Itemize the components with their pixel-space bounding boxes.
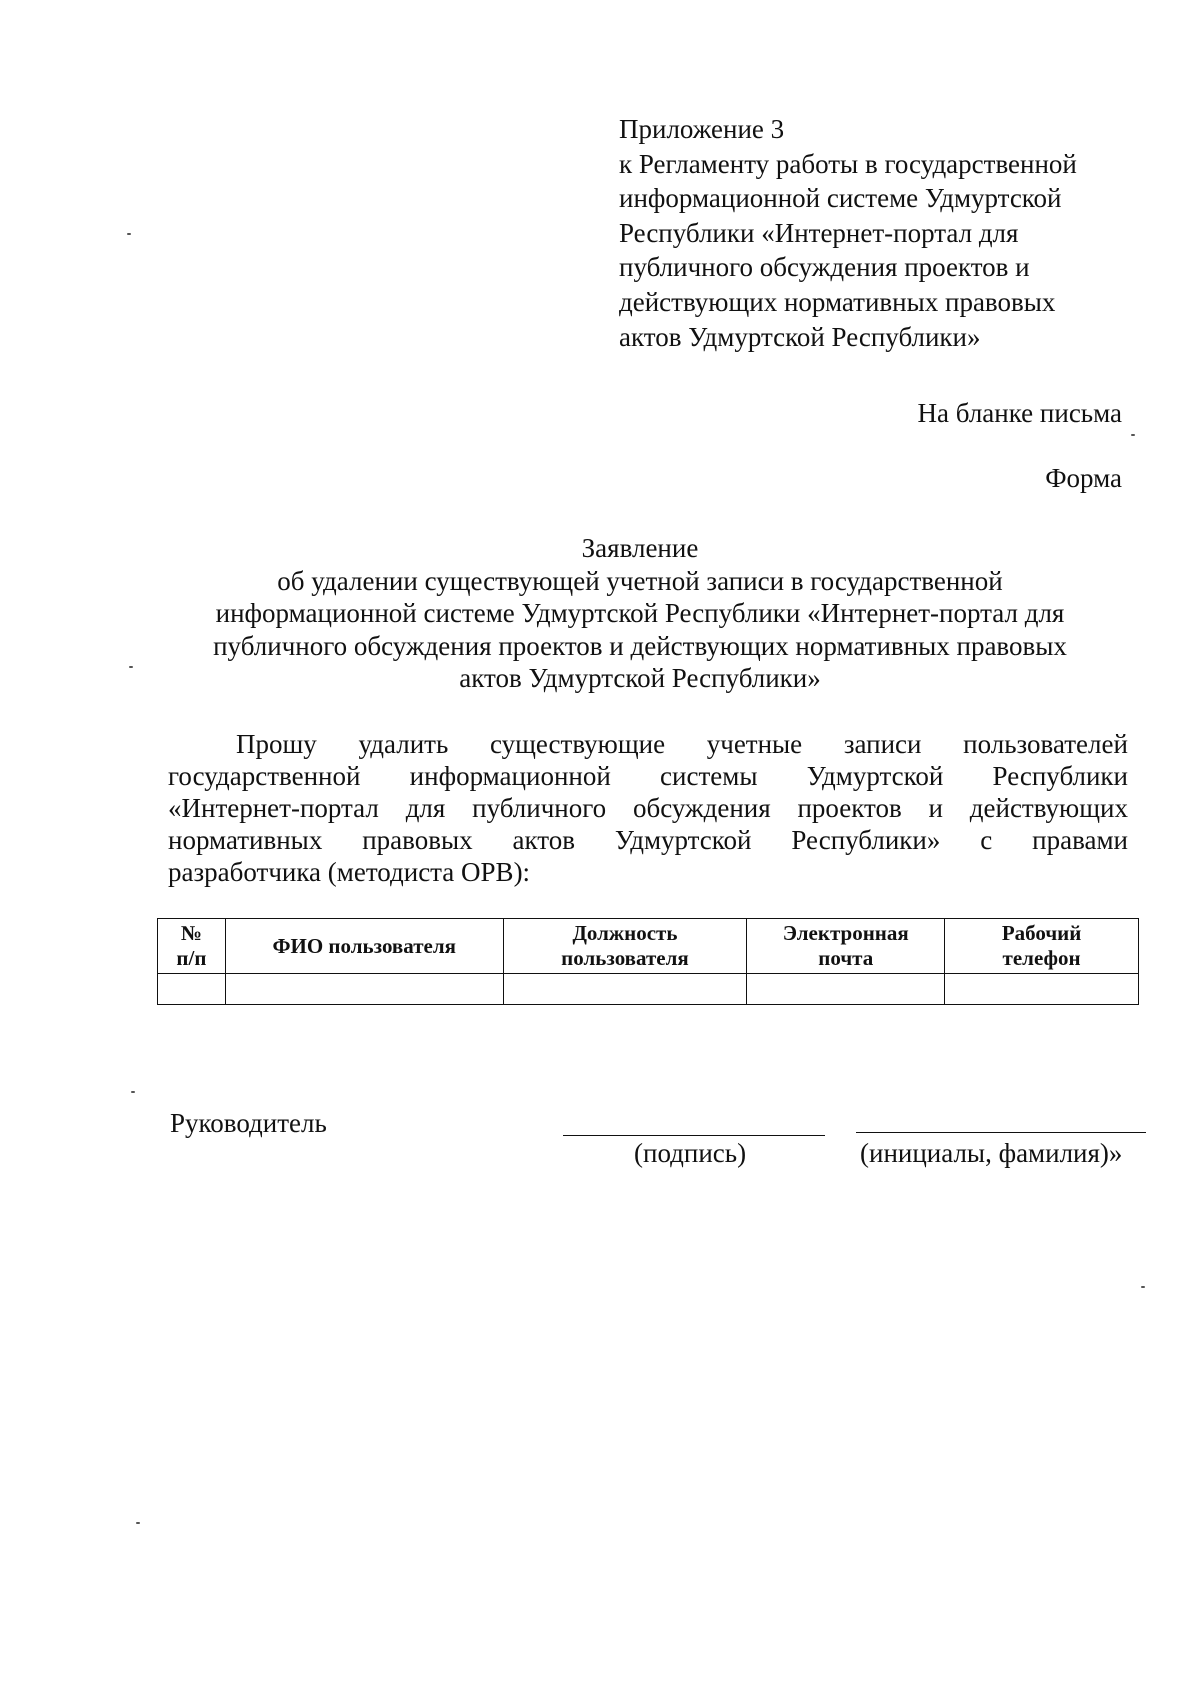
scan-speck [1141, 1286, 1145, 1288]
paragraph-word: для [405, 793, 446, 823]
appendix-line: публичного обсуждения проектов и [619, 252, 1030, 283]
appendix-line: Приложение 3 [619, 114, 785, 144]
paragraph-word: государственной [168, 761, 361, 791]
header-text: Должность пользователя [561, 921, 689, 970]
scan-speck [1131, 434, 1135, 436]
paragraph-word: разработчика (методиста ОРВ): [168, 857, 531, 887]
header-work-phone [945, 919, 1139, 974]
header-email [747, 919, 945, 974]
title-line: актов Удмуртской Республики» [459, 663, 821, 693]
title-line: информационной системе Удмуртской Республики «Интернет-портал для [215, 598, 1065, 628]
header-text: Рабочий телефон [1001, 921, 1082, 970]
request-paragraph [168, 728, 1128, 888]
paragraph-line [168, 792, 1128, 824]
scan-speck [129, 666, 133, 668]
paragraph-word: удалить [358, 729, 449, 759]
appendix-header [619, 112, 1139, 354]
header-number [158, 919, 226, 974]
paragraph-line [168, 824, 1128, 856]
appendix-line: информационной системе Удмуртской [619, 183, 1062, 214]
paragraph-word: действующих [969, 793, 1128, 823]
paragraph-word: нормативных [168, 825, 323, 855]
title-line: публичного обсуждения проектов и действующих нормативных правовых [213, 630, 1067, 661]
table-cell [158, 974, 226, 1005]
paragraph-word: публичного [472, 793, 607, 823]
head-label: Руководитель [170, 1108, 327, 1138]
paragraph-word: и [928, 793, 943, 823]
name-line [856, 1132, 1146, 1133]
paragraph-word: актов [512, 825, 575, 855]
paragraph-word: Удмуртской [806, 761, 944, 791]
header-text: Электронная почта [782, 921, 909, 970]
name-caption: (инициалы, фамилия)» [860, 1138, 1123, 1168]
table-cell [503, 974, 747, 1005]
appendix-line: действующих нормативных правовых [619, 286, 1056, 317]
appendix-line: к Регламенту работы в государственной [619, 148, 1077, 179]
paragraph-word: существующие [489, 729, 666, 759]
paragraph-line [168, 856, 1128, 888]
paragraph-word: проектов [797, 793, 902, 823]
paragraph-word: Республики» [791, 825, 941, 855]
paragraph-word: Прошу [236, 729, 317, 759]
header-text: ФИО пользователя [272, 933, 457, 958]
paragraph-line [168, 760, 1128, 792]
table-cell [225, 974, 503, 1005]
appendix-line: Республики «Интернет-портал для [619, 217, 1019, 248]
paragraph-word: Республики [992, 761, 1128, 791]
users-table [157, 918, 1139, 1005]
table-cell [945, 974, 1139, 1005]
scan-speck [127, 233, 131, 235]
paragraph-word: информационной [409, 761, 611, 791]
header-position [503, 919, 747, 974]
scan-speck [131, 1091, 135, 1093]
table-cell [747, 974, 945, 1005]
paragraph-word: записи [843, 729, 922, 759]
signature-line [563, 1135, 825, 1136]
document-title [140, 532, 1140, 695]
title-line: Заявление [581, 533, 699, 563]
paragraph-word: Удмуртской [614, 825, 752, 855]
header-full-name [225, 919, 503, 974]
header-text: № п/п [176, 921, 207, 970]
paragraph-word: учетные [706, 729, 803, 759]
paragraph-line [168, 728, 1128, 760]
table-row [158, 974, 1139, 1005]
paragraph-word: правами [1032, 825, 1128, 855]
scan-speck [136, 1522, 140, 1524]
paragraph-word: с [980, 825, 993, 855]
appendix-line: актов Удмуртской Республики» [619, 321, 981, 352]
paragraph-word: обсуждения [632, 793, 771, 823]
paragraph-word: пользователей [963, 729, 1128, 759]
letterhead-note: На бланке письма [917, 398, 1122, 428]
signature-caption: (подпись) [634, 1138, 747, 1168]
paragraph-word: системы [660, 761, 758, 791]
form-label: Форма [1045, 463, 1122, 493]
paragraph-word: «Интернет-портал [168, 793, 379, 823]
table-header-row [158, 919, 1139, 974]
paragraph-word: правовых [362, 825, 473, 855]
title-line: об удалении существующей учетной записи в государственной [277, 565, 1003, 596]
